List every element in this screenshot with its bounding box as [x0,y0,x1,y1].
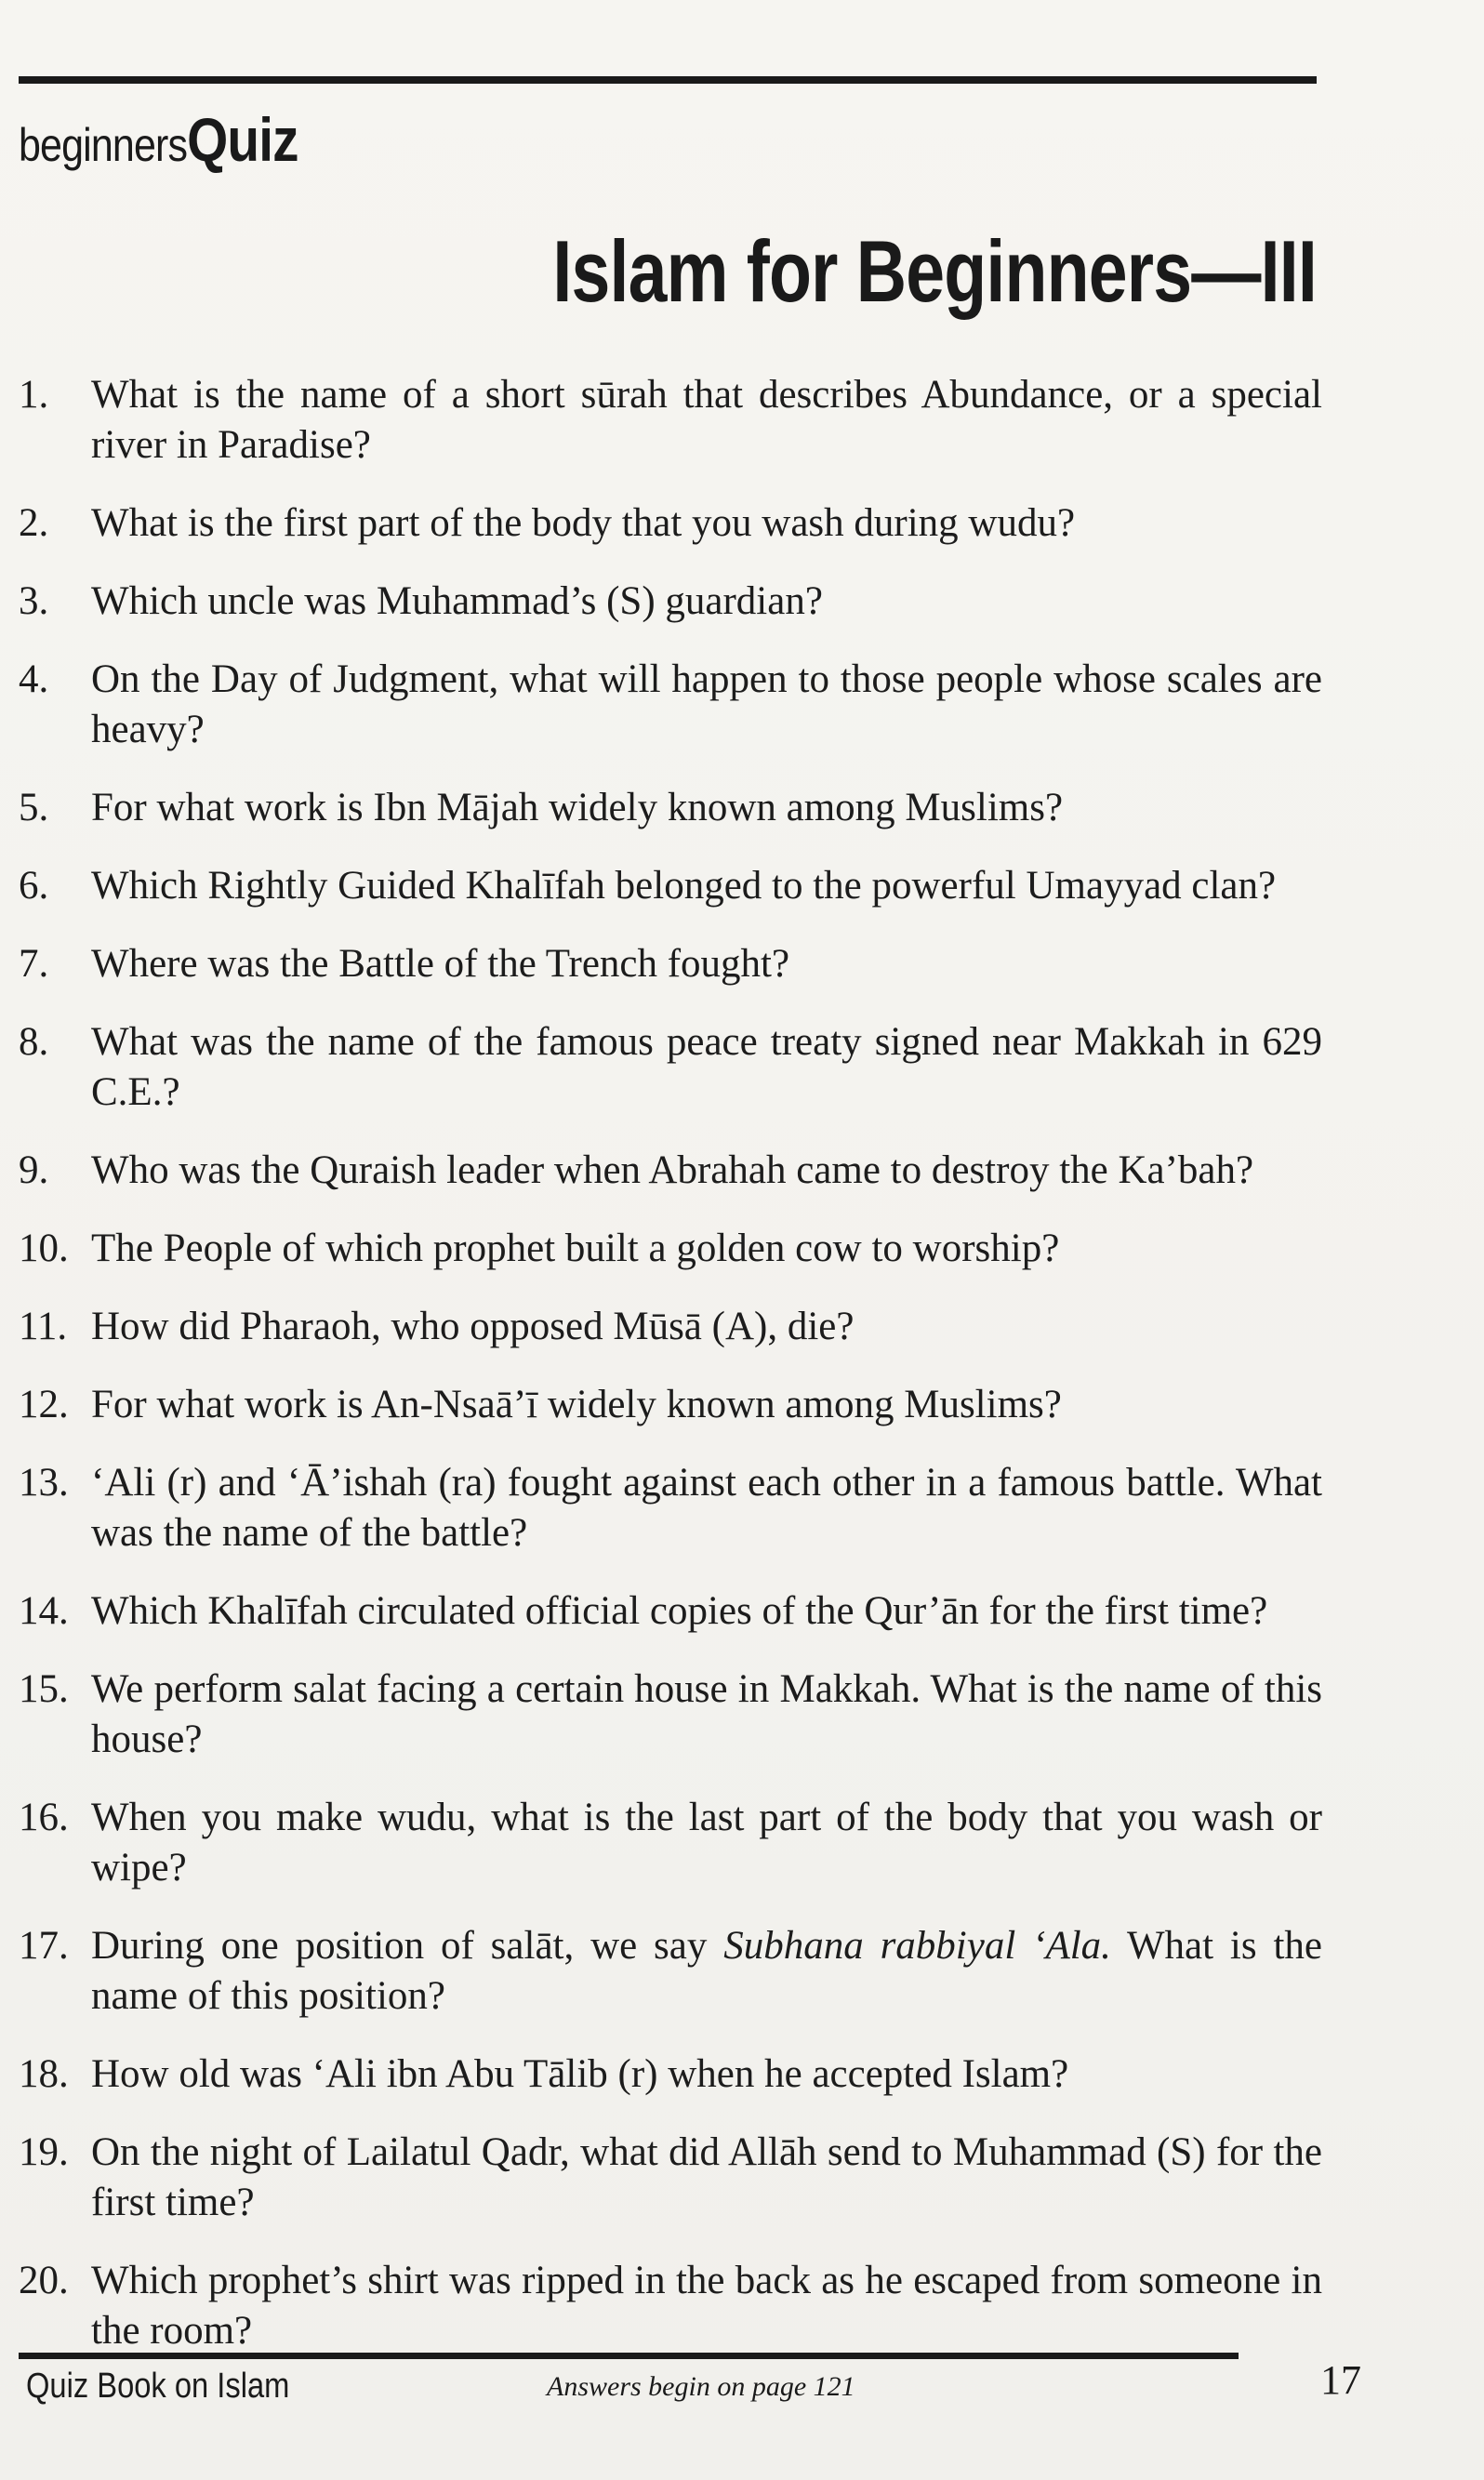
question-text: On the Day of Judgment, what will happen to those people whose scales are heavy? [91,657,1322,751]
question-number: 1. [19,373,49,417]
question-text: Which Khalīfah circulated official copies of the Qur’ān for the first time? [91,1589,1268,1633]
question-item [19,1458,1322,1558]
question-number: 16. [19,1796,69,1839]
question-item [19,1664,1322,1765]
question-list [19,370,1322,2384]
footer-answers-note: Answers begin on page 121 [547,2371,855,2402]
question-number: 19. [19,2130,69,2174]
question-text-part: During one position of salāt, we say [91,1924,724,1968]
page-title: Islam for Beginners—III [552,222,1317,320]
question-text: How did Pharaoh, who opposed Mūsā (A), die? [91,1305,855,1348]
question-text: ‘Ali (r) and ‘Ā’ishah (ra) fought against each other in a famous battle. What was the name of the battle? [91,1461,1322,1555]
question-text: Which uncle was Muhammad’s (S) guardian? [91,579,823,623]
question-number: 2. [19,501,49,545]
question-item [19,2049,1322,2100]
question-number: 17. [19,1924,69,1968]
question-number: 8. [19,1020,49,1064]
question-number: 18. [19,2052,69,2096]
question-item [19,1224,1322,1274]
question-text: Which prophet’s shirt was ripped in the back as he escaped from someone in the room? [91,2259,1322,2353]
question-item [19,1793,1322,1893]
question-text-italic: Subhana rabbiyal ‘Ala. [723,1924,1111,1968]
question-text: What was the name of the famous peace treaty signed near Makkah in 629 C.E.? [91,1020,1322,1114]
brand-light-text: beginners [19,119,188,171]
footer-rule [19,2353,1239,2359]
question-number: 9. [19,1148,49,1192]
question-item [19,655,1322,755]
question-item [19,1921,1322,2022]
question-item [19,1146,1322,1196]
question-item [19,939,1322,989]
question-text: Which Rightly Guided Khalīfah belonged to the powerful Umayyad clan? [91,864,1277,908]
question-item [19,1586,1322,1637]
series-brand [19,104,298,179]
question-item [19,861,1322,911]
question-number: 10. [19,1227,69,1270]
question-number: 11. [19,1305,68,1348]
brand-bold-text: Quiz [187,105,298,174]
question-number: 7. [19,942,49,986]
question-text: For what work is Ibn Mājah widely known among Muslims? [91,786,1064,829]
header-rule [19,76,1317,84]
question-text: The People of which prophet built a golden cow to worship? [91,1227,1060,1270]
question-item [19,1302,1322,1352]
question-text-part: What is the name of this position? [91,1924,1322,2018]
question-item [19,370,1322,471]
question-number: 20. [19,2259,69,2302]
question-item [19,577,1322,627]
question-number: 4. [19,657,49,701]
question-number: 3. [19,579,49,623]
page-number: 17 [1320,2357,1361,2403]
question-text: How old was ‘Ali ibn Abu Tālib (r) when he accepted Islam? [91,2052,1069,2096]
question-item [19,498,1322,549]
question-number: 14. [19,1589,69,1633]
question-number: 6. [19,864,49,908]
footer-book-name: Quiz Book on Islam [26,2367,290,2406]
question-text: What is the name of a short sūrah that describes Abundance, or a special river in Paradise? [91,373,1322,467]
question-number: 13. [19,1461,69,1505]
question-item [19,783,1322,833]
question-text: What is the first part of the body that you wash during wudu? [91,501,1076,545]
question-number: 5. [19,786,49,829]
question-text: On the night of Lailatul Qadr, what did Allāh send to Muhammad (S) for the first time? [91,2130,1322,2224]
question-item [19,2256,1322,2356]
question-item [19,2128,1322,2228]
question-text: For what work is An-Nsaā’ī widely known among Muslims? [91,1383,1062,1426]
question-text: When you make wudu, what is the last part of the body that you wash or wipe? [91,1796,1322,1890]
question-number: 15. [19,1667,69,1711]
question-text: Who was the Quraish leader when Abrahah came to destroy the Ka’bah? [91,1148,1254,1192]
question-text: We perform salat facing a certain house in Makkah. What is the name of this house? [91,1667,1322,1761]
question-text [91,1924,1322,2018]
question-item [19,1017,1322,1118]
question-text: Where was the Battle of the Trench fought? [91,942,790,986]
question-number: 12. [19,1383,69,1426]
question-item [19,1380,1322,1430]
